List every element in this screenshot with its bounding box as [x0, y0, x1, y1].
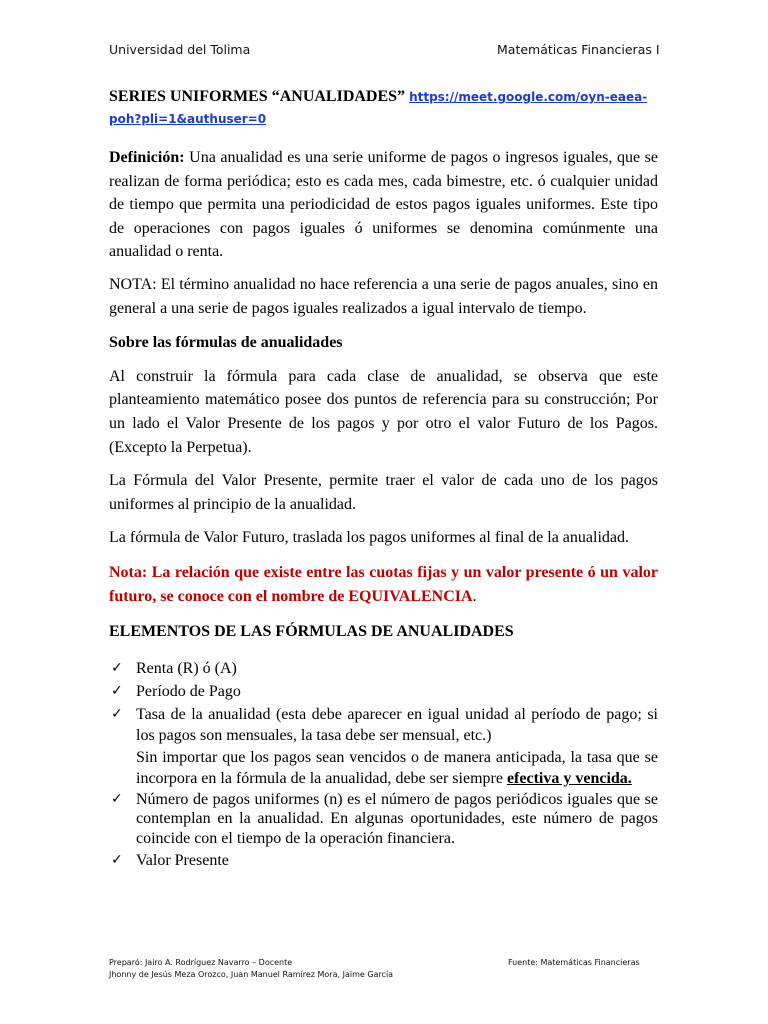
checkmark-icon: ✓ [111, 682, 123, 699]
checkmark-icon: ✓ [111, 659, 123, 676]
list-item [109, 850, 658, 871]
item-numero: Número de pagos uniformes (n) es el número de pagos periódicos iguales que se contemplan en la anualidad. En algunas oportunidades, este número de pagos coincide con el tiempo de la operación financiera. [136, 790, 658, 847]
definition-paragraph [109, 146, 658, 264]
title-line [109, 86, 658, 130]
list-item [109, 790, 658, 849]
equivalence-note-period: . [472, 587, 477, 605]
document-body [109, 86, 658, 871]
list-item [109, 704, 658, 789]
checkmark-icon: ✓ [111, 852, 123, 869]
item-tasa-note-emphasis: efectiva y vencida. [506, 769, 632, 787]
nota-paragraph: NOTA: El término anualidad no hace referencia a una serie de pagos anuales, sino en general a una serie de pagos iguales realizados a igual intervalo de tiempo. [109, 275, 658, 317]
footer-source: Fuente: Matemáticas Financieras [508, 958, 640, 967]
footer-prepared-by: Preparó: Jairo A. Rodríguez Navarro – Docente [109, 958, 293, 967]
meet-link[interactable]: https://meet.google.com/oyn-eaea-poh?pli=1&authuser=0 [109, 90, 648, 126]
item-valor-presente: Valor Presente [136, 852, 229, 870]
item-tasa-note [136, 747, 658, 789]
equivalence-note-text: Nota: La relación que existe entre las cuotas fijas y un valor presente ó un valor futuro, se conoce con el nombre de EQUIVALENCIA [109, 563, 658, 605]
definition-text: Una anualidad es una serie uniforme de pagos o ingresos iguales, que se realizan de forma periódica; esto es cada mes, cada bimestre, etc. ó cualquier unidad de tiempo que permita una periodicidad de estos pagos iguales uniformes. Este tipo de operaciones con pagos iguales ó uniformes se denomina comúnmente una anualidad o renta. [109, 149, 658, 261]
list-item [109, 681, 658, 702]
header-course: Matemáticas Financieras I [497, 42, 660, 57]
present-value-paragraph: La Fórmula del Valor Presente, permite traer el valor de cada uno de los pagos uniformes al principio de la anualidad. [109, 472, 658, 513]
item-renta: Renta (R) ó (A) [136, 659, 237, 677]
list-item [109, 658, 658, 679]
definition-label: Definición: [109, 149, 185, 166]
construction-paragraph: Al construir la fórmula para cada clase de anualidad, se observa que este planteamiento matemático posee dos puntos de referencia para su construcción; Por un lado el Valor Presente de los pagos y por otro el valor Futuro de los Pagos.(Excepto la Perpetua). [109, 367, 658, 456]
item-tasa-note-text: Sin importar que los pagos sean vencidos o de manera anticipada, la tasa que se incorpora en la fórmula de la anualidad, debe ser siempre [136, 748, 658, 787]
checkmark-icon: ✓ [111, 790, 123, 807]
page-title: SERIES UNIFORMES “ANUALIDADES” [109, 88, 410, 105]
footer-authors: Jhonny de Jesús Meza Orozco, Juan Manuel Ramírez Mora, Jaime García [109, 970, 394, 979]
item-tasa: Tasa de la anualidad (esta debe aparecer en igual unidad al período de pago; si los pagos son mensuales, la tasa debe ser mensual, etc.) [136, 705, 658, 744]
item-periodo: Período de Pago [136, 682, 241, 700]
future-value-paragraph: La fórmula de Valor Futuro, traslada los pagos uniformes al final de la anualidad. [109, 529, 629, 547]
elements-heading: ELEMENTOS DE LAS FÓRMULAS DE ANUALIDADES [109, 623, 514, 641]
checkmark-icon: ✓ [111, 705, 123, 722]
elements-list [109, 658, 658, 872]
sobre-heading: Sobre las fórmulas de anualidades [109, 334, 343, 352]
equivalence-note [109, 561, 658, 608]
header-university: Universidad del Tolima [109, 42, 251, 57]
